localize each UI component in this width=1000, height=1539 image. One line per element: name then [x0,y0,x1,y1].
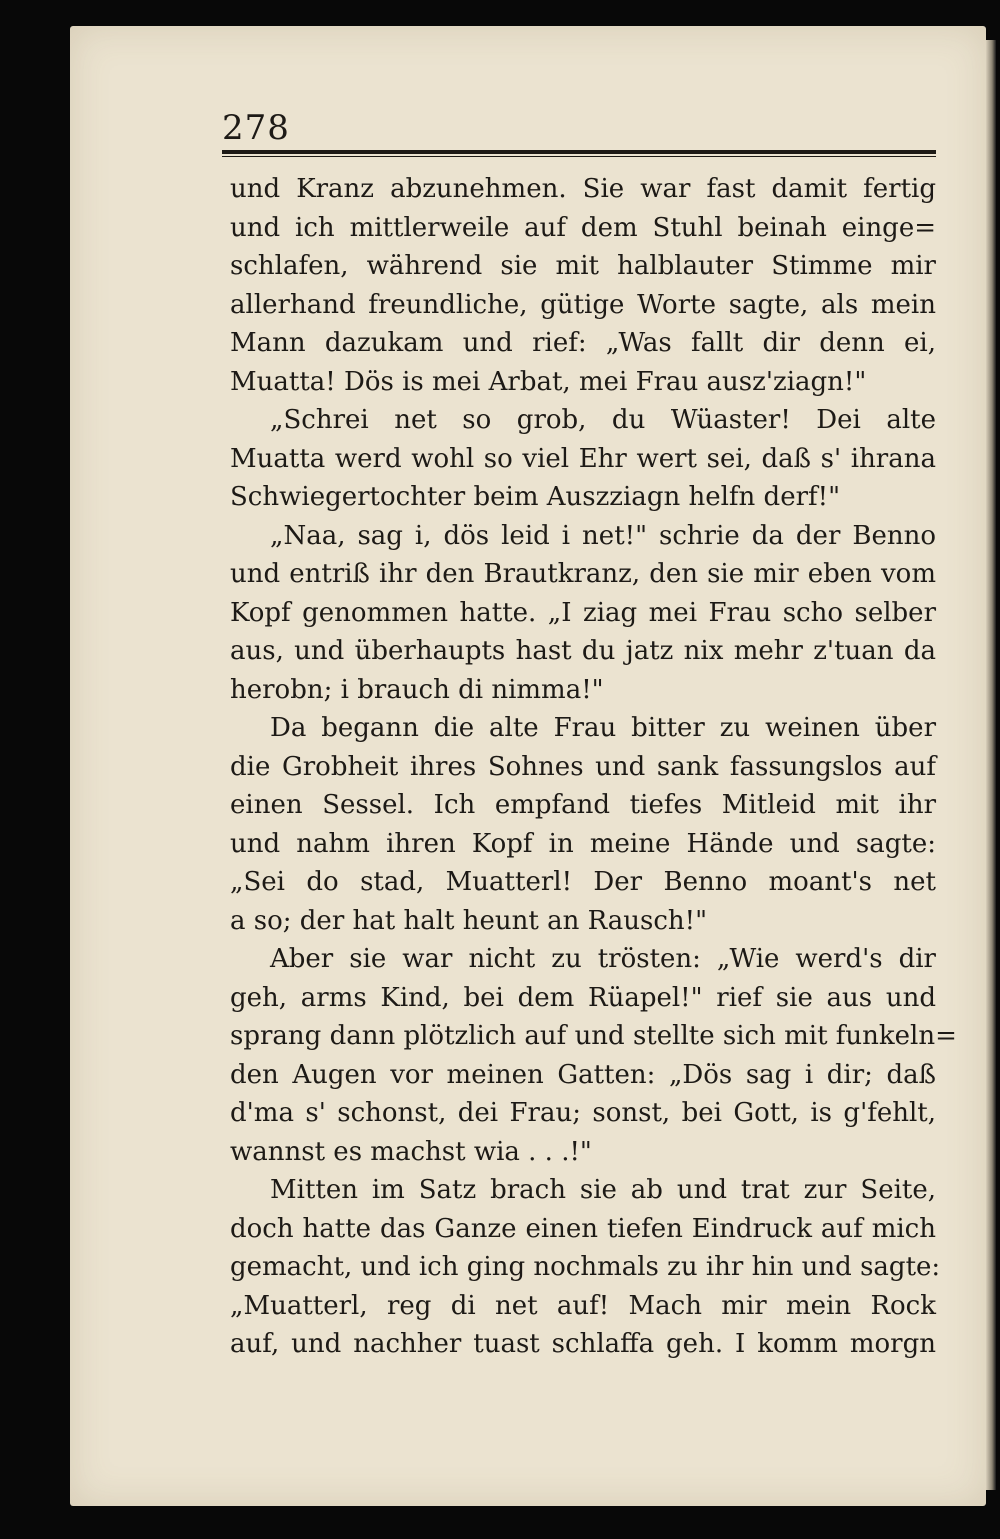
text-line: Kopf genommen hatte. „I ziag mei Frau scho selber [230,597,936,628]
text-line: Muatta werd wohl so viel Ehr wert sei, daß s' ihrana [230,443,936,474]
text-line: wannst es machst wia . . .!" [230,1136,592,1167]
text-line: herobn; i brauch di nimma!" [230,674,604,705]
text-line: doch hatte das Ganze einen tiefen Eindruck auf mich [230,1213,936,1244]
text-line: Aber sie war nicht zu trösten: „Wie werd's dir [270,944,936,974]
page-edge [986,40,996,1490]
text-line: auf, und nachher tuast schlaffa geh. I komm morgn [230,1329,936,1359]
text-line: Mitten im Satz brach sie ab und trat zur Seite, [270,1175,936,1205]
text-line: „Schrei net so grob, du Wüaster! Dei alte [270,405,936,435]
text-line: geh, arms Kind, bei dem Rüapel!" rief sie aus und [230,982,936,1013]
text-line: „Muatterl, reg di net auf! Mach mir mein Rock [230,1290,936,1321]
text-line: den Augen vor meinen Gatten: „Dös sag i dir; daß [230,1059,936,1090]
text-line: d'ma s' schonst, dei Frau; sonst, bei Gott, is g'fehlt, [230,1098,936,1128]
text-line: sprang dann plötzlich auf und stellte sich mit funkeln= [230,1021,957,1051]
text-line: „Sei do stad, Muatterl! Der Benno moant's net [230,867,936,897]
text-line: Schwiegertochter beim Auszziagn helfn derf!" [230,482,841,512]
text-line: allerhand freundliche, gütige Worte sagte, als mein [230,289,936,320]
body-text [230,170,957,1364]
text-line: und entriß ihr den Brautkranz, den sie mir eben vom [230,559,936,589]
text-line: Mann dazukam und rief: „Was fallt dir denn ei, [230,328,936,358]
text-line: a so; der hat halt heunt an Rausch!" [230,905,708,936]
text-line: und ich mittlerweile auf dem Stuhl beinah einge= [230,212,936,243]
text-line: und Kranz abzunehmen. Sie war fast damit fertig [230,174,936,204]
header-rule [222,150,936,154]
text-line: und nahm ihren Kopf in meine Hände und sagte: [230,828,936,859]
text-line: schlafen, während sie mit halblauter Stimme mir [230,251,936,281]
text-line: einen Sessel. Ich empfand tiefes Mitleid mit ihr [230,790,936,820]
text-line: „Naa, sag i, dös leid i net!" schrie da der Benno [270,520,936,551]
page-number: 278 [222,108,290,148]
text-line: die Grobheit ihres Sohnes und sank fassungslos auf [230,751,936,782]
text-line: aus, und überhaupts hast du jatz nix mehr z'tuan da [230,636,936,666]
text-line: Muatta! Dös is mei Arbat, mei Frau ausz'ziagn!" [230,366,867,397]
text-line: gemacht, und ich ging nochmals zu ihr hin und sagte: [230,1252,941,1282]
text-line: Da begann die alte Frau bitter zu weinen über [270,713,936,743]
